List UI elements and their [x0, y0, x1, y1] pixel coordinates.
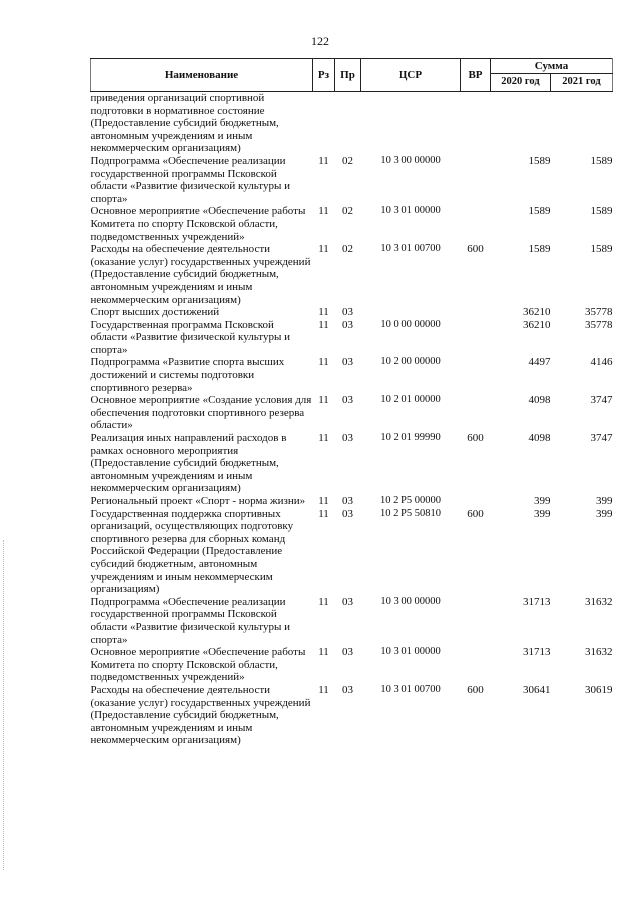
row-rz: 11 — [318, 507, 329, 520]
header-rz: Рз — [313, 59, 335, 92]
row-sum-2020: 31713 — [523, 595, 551, 608]
row-sum-2021: 4146 — [590, 356, 613, 369]
row-csr: 10 0 00 00000 — [380, 318, 441, 330]
row-name: Основное мероприятие «Создание условия для обеспечения подготовки спортивного резерва области» — [90, 394, 312, 432]
table-row — [91, 596, 613, 646]
table-row — [91, 319, 613, 357]
row-pr: 03 — [342, 306, 353, 319]
row-pr: 03 — [342, 495, 353, 507]
row-name: Государственная поддержка спортивных организаций, осуществляющих подготовку спортивного резерва для сборных команд Российской Федерации (Предоставление субсидий бюджетным, автономным учреждениям и иным некоммерческим организациям) — [90, 507, 294, 596]
row-vr — [461, 155, 491, 205]
row-sum-2020: 30641 — [523, 683, 551, 696]
row-sum-2020 — [491, 92, 551, 155]
row-pr — [335, 92, 361, 155]
table-row — [91, 155, 613, 205]
row-sum-2020: 399 — [534, 495, 551, 507]
row-csr — [361, 92, 461, 155]
row-name: Подпрограмма «Обеспечение реализации государственной программы Псковской области «Развитие физической культуры и спорта» — [90, 154, 290, 205]
header-name: Наименование — [91, 59, 313, 92]
row-rz: 11 — [318, 432, 329, 445]
row-name: Основное мероприятие «Обеспечение работы Комитета по спорту Псковской области, подведомственных учреждений» — [90, 646, 306, 684]
table-header — [91, 59, 613, 92]
table-row — [91, 684, 613, 747]
row-vr — [461, 646, 491, 684]
row-name: Расходы на обеспечение деятельности (оказание услуг) государственных учреждений (Предоставление субсидий бюджетным, автономным учреждениям и иным некоммерческим организациям) — [90, 243, 311, 306]
table-row — [91, 205, 613, 243]
header-sum: Сумма — [491, 59, 613, 74]
row-name: Региональный проект «Спорт - норма жизни» — [90, 495, 306, 507]
row-csr: 10 3 01 00700 — [380, 243, 441, 255]
row-rz: 11 — [318, 356, 329, 369]
row-sum-2020: 36210 — [523, 318, 551, 331]
row-sum-2020: 4098 — [528, 394, 551, 407]
row-pr: 03 — [342, 394, 353, 407]
row-sum-2020: 4098 — [528, 432, 551, 445]
row-name: Расходы на обеспечение деятельности (оказание услуг) государственных учреждений (Предоставление субсидий бюджетным, автономным учреждениям и иным некоммерческим организациям) — [90, 683, 311, 747]
scan-margin-marks — [3, 540, 6, 870]
row-pr: 03 — [342, 318, 353, 331]
row-vr — [461, 92, 491, 155]
row-vr — [461, 596, 491, 646]
header-csr: ЦСР — [361, 59, 461, 92]
table-row — [91, 432, 613, 495]
table-row — [91, 243, 613, 306]
row-rz: 11 — [318, 318, 329, 331]
row-sum-2020: 36210 — [523, 306, 551, 319]
row-vr: 600 — [467, 432, 484, 445]
row-sum-2021: 31632 — [585, 646, 613, 659]
row-sum-2020: 4497 — [528, 356, 551, 369]
row-csr: 10 2 P5 00000 — [380, 495, 441, 506]
row-pr: 02 — [342, 154, 353, 167]
row-rz: 11 — [318, 394, 329, 407]
row-sum-2021: 3747 — [590, 394, 613, 407]
table-row — [91, 92, 613, 155]
row-vr: 600 — [467, 243, 484, 256]
budget-table — [90, 58, 613, 747]
header-year-2021: 2021 год — [551, 74, 613, 92]
table-body — [91, 92, 613, 747]
row-name: Подпрограмма «Обеспечение реализации государственной программы Псковской области «Развитие физической культуры и спорта» — [90, 595, 290, 646]
row-name: Реализация иных направлений расходов в рамках основного мероприятия (Предоставление субсидий бюджетным, автономным учреждениям и иным некоммерческим организациям) — [90, 432, 287, 495]
header-pr: Пр — [335, 59, 361, 92]
table-row — [91, 356, 613, 394]
row-name: Основное мероприятие «Обеспечение работы Комитета по спорту Псковской области, подведомственных учреждений» — [90, 205, 306, 243]
row-vr — [461, 319, 491, 357]
row-vr: 600 — [467, 507, 484, 520]
row-pr: 02 — [342, 205, 353, 218]
row-sum-2021: 3747 — [590, 432, 613, 445]
row-sum-2020: 1589 — [528, 205, 551, 218]
row-sum-2021: 399 — [596, 495, 613, 507]
row-pr: 03 — [342, 356, 353, 369]
row-sum-2021: 35778 — [585, 306, 613, 319]
table-row — [91, 306, 613, 319]
row-rz — [313, 92, 335, 155]
row-name: приведения организаций спортивной подготовки в нормативное состояние (Предоставление субсидий бюджетным, автономным учреждениям и иным некоммерческим организациям) — [90, 92, 279, 155]
row-sum-2020: 1589 — [528, 243, 551, 256]
row-pr: 02 — [342, 243, 353, 256]
row-vr — [461, 394, 491, 432]
header-vr: ВР — [461, 59, 491, 92]
row-sum-2021: 31632 — [585, 595, 613, 608]
row-sum-2020: 399 — [534, 507, 551, 520]
row-rz: 11 — [318, 243, 329, 256]
row-name: Спорт высших достижений — [90, 306, 220, 319]
row-csr — [361, 306, 461, 319]
row-rz: 11 — [318, 646, 329, 659]
row-csr: 10 2 01 00000 — [380, 394, 441, 406]
row-name: Государственная программа Псковской области «Развитие физической культуры и спорта» — [90, 318, 290, 356]
row-csr: 10 3 01 00000 — [380, 205, 441, 217]
table-row — [91, 646, 613, 684]
table-row — [91, 394, 613, 432]
table-row — [91, 495, 613, 508]
row-vr — [461, 495, 491, 508]
row-vr: 600 — [467, 683, 484, 696]
row-name: Подпрограмма «Развитие спорта высших достижений и системы подготовки спортивного резерва» — [90, 356, 285, 394]
row-rz: 11 — [318, 595, 329, 608]
row-csr: 10 2 01 99990 — [380, 432, 441, 444]
row-rz: 11 — [318, 205, 329, 218]
row-pr: 03 — [342, 683, 353, 696]
row-csr: 10 2 00 00000 — [380, 356, 441, 368]
row-csr: 10 3 00 00000 — [380, 154, 441, 166]
row-sum-2021: 1589 — [590, 205, 613, 218]
row-sum-2021: 1589 — [590, 243, 613, 256]
row-csr: 10 3 01 00700 — [380, 683, 441, 695]
row-rz: 11 — [318, 495, 329, 507]
row-vr — [461, 356, 491, 394]
page-number: 122 — [311, 34, 329, 48]
row-sum-2021 — [551, 92, 613, 155]
row-sum-2021: 35778 — [585, 318, 613, 331]
row-pr: 03 — [342, 432, 353, 445]
row-pr: 03 — [342, 507, 353, 520]
row-sum-2021: 1589 — [590, 154, 613, 167]
row-csr: 10 3 00 00000 — [380, 595, 441, 607]
header-year-2020: 2020 год — [491, 74, 551, 92]
row-sum-2021: 399 — [596, 507, 613, 520]
row-csr: 10 2 P5 50810 — [380, 507, 441, 519]
row-vr — [461, 306, 491, 319]
row-rz: 11 — [318, 683, 329, 696]
row-rz: 11 — [318, 306, 329, 319]
row-sum-2020: 1589 — [528, 154, 551, 167]
row-vr — [461, 205, 491, 243]
table-row — [91, 508, 613, 596]
row-sum-2020: 31713 — [523, 646, 551, 659]
row-pr: 03 — [342, 646, 353, 659]
row-sum-2021: 30619 — [585, 683, 613, 696]
row-pr: 03 — [342, 595, 353, 608]
row-csr: 10 3 01 00000 — [380, 646, 441, 658]
row-rz: 11 — [318, 154, 329, 167]
